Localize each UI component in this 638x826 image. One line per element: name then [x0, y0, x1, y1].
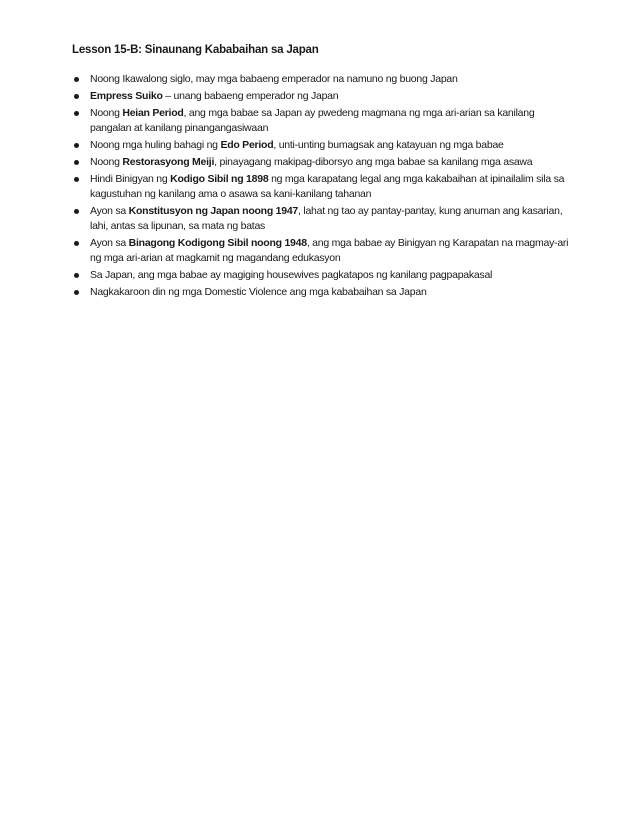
- bullet-item: [72, 268, 572, 283]
- bullet-dot-icon: [74, 111, 79, 116]
- bullet-text: , ang mga babae sa Japan ay pwedeng magmana ng mga ari-arian sa kanilang pangalan at kanilang pinangangasiwaan: [90, 107, 535, 134]
- bullet-dot-icon: [74, 77, 79, 82]
- bullet-text: – unang babaeng emperador ng Japan: [162, 90, 339, 102]
- bullet-bold-text: Heian Period: [122, 107, 184, 119]
- bullet-text: Ayon sa: [90, 237, 129, 249]
- bullet-text: , lahat ng tao ay pantay-pantay, kung anuman ang kasarian, lahi, antas sa lipunan, sa mata ng batas: [90, 205, 563, 232]
- bullet-text: , ang mga babae ay Binigyan ng Karapatan na magmay-ari ng mga ari-arian at magkamit ng magandang edukasyon: [90, 237, 569, 264]
- bullet-bold-text: Empress Suiko: [90, 90, 163, 102]
- bullet-dot-icon: [74, 143, 79, 148]
- lesson-title: Lesson 15-B: Sinaunang Kababaihan sa Japan: [72, 44, 319, 56]
- bullet-item: [72, 155, 572, 170]
- bullet-item: [72, 204, 572, 234]
- bullet-text: Noong mga huling bahagi ng: [90, 139, 221, 151]
- bullet-text: Noong: [90, 156, 123, 168]
- bullet-text: ng mga karapatang legal ang mga kakabaihan at ipinailalim sila sa kagustuhan ng kanilang ama o asawa sa kani-kanilang tahanan: [90, 173, 565, 200]
- bullet-text: Hindi Binigyan ng: [90, 173, 171, 185]
- bullet-bold-text: Binagong Kodigong Sibil noong 1948: [128, 237, 307, 249]
- bullet-item: [72, 72, 572, 87]
- bullet-item: [72, 285, 572, 300]
- bullet-text: , unti-unting bumagsak ang katayuan ng mga babae: [273, 139, 504, 151]
- bullet-item: [72, 89, 572, 104]
- bullet-text: Ayon sa: [90, 205, 129, 217]
- bullet-item: [72, 236, 572, 266]
- bullet-text: Sa Japan, ang mga babae ay magiging housewives pagkatapos ng kanilang pagpapakasal: [90, 269, 493, 281]
- bullet-text: Noong Ikawalong siglo, may mga babaeng emperador na namuno ng buong Japan: [90, 73, 458, 85]
- bullet-item: [72, 106, 572, 136]
- bullet-dot-icon: [74, 290, 79, 295]
- bullet-bold-text: Kodigo Sibil ng 1898: [170, 173, 269, 185]
- bullet-item: [72, 172, 572, 202]
- bullet-dot-icon: [74, 209, 79, 214]
- bullet-dot-icon: [74, 273, 79, 278]
- bullet-bold-text: Edo Period: [220, 139, 274, 151]
- bullet-item: [72, 138, 572, 153]
- bullet-text: , pinayagang makipag-diborsyo ang mga babae sa kanilang mga asawa: [214, 156, 533, 168]
- bullet-bold-text: Restorasyong Meiji: [122, 156, 215, 168]
- bullet-list: [72, 72, 572, 302]
- bullet-text: Noong: [90, 107, 123, 119]
- bullet-dot-icon: [74, 177, 79, 182]
- bullet-dot-icon: [74, 241, 79, 246]
- bullet-dot-icon: [74, 160, 79, 165]
- bullet-text: Nagkakaroon din ng mga Domestic Violence ang mga kababaihan sa Japan: [90, 286, 427, 298]
- bullet-dot-icon: [74, 94, 79, 99]
- bullet-bold-text: Konstitusyon ng Japan noong 1947: [128, 205, 299, 217]
